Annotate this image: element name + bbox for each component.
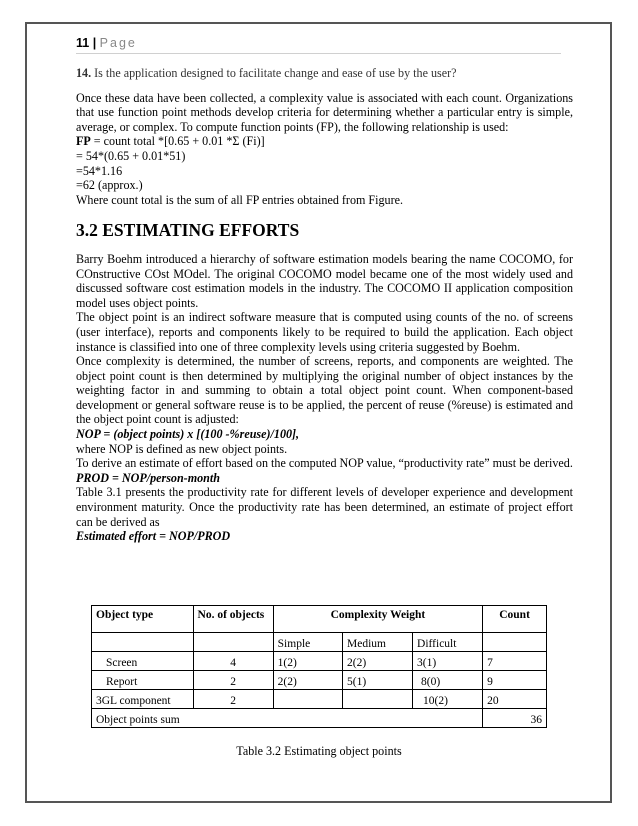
table-row bbox=[92, 652, 547, 671]
row-type: 3GL component bbox=[92, 690, 194, 709]
row-difficult: 10(2) bbox=[413, 690, 483, 709]
prod-formula: PROD = NOP/person-month bbox=[76, 470, 220, 485]
table-sum-row bbox=[92, 709, 547, 728]
row-num: 2 bbox=[193, 690, 273, 709]
page-label: Page bbox=[99, 36, 137, 50]
question-14 bbox=[76, 66, 573, 81]
row-simple bbox=[273, 690, 342, 709]
fp-formula bbox=[76, 134, 573, 149]
paragraph-productivity: To derive an estimate of effort based on the computed NOP value, “productivity rate” must be derived. bbox=[76, 456, 573, 471]
row-difficult: 8(0) bbox=[413, 671, 483, 690]
header-num-objects: No. of objects bbox=[193, 606, 273, 633]
table-row bbox=[92, 690, 547, 709]
paragraph-complexity: Once these data have been collected, a complexity value is associated with each count. Organizations that use function point methods develop criteria for determining whether a particular entry is simple, average, or complex. To compute function points (FP), the following relationship is used: bbox=[76, 90, 573, 134]
table-subheader-row bbox=[92, 633, 547, 652]
section-title: 3.2 ESTIMATING EFFORTS bbox=[76, 220, 300, 241]
paragraph-effort: Table 3.1 presents the productivity rate for different levels of developer experience and development environment maturity. Once the productivity rate has been determined, an estimate of project effort can be derived as bbox=[76, 485, 573, 529]
row-medium: 5(1) bbox=[342, 671, 412, 690]
table-header-row bbox=[92, 606, 547, 633]
calc-line-2: =54*1.16 bbox=[76, 163, 123, 178]
nop-formula: NOP = (object points) x [(100 -%reuse)/100], bbox=[76, 427, 300, 442]
row-type: Report bbox=[92, 671, 194, 690]
document-body bbox=[76, 66, 573, 544]
row-count: 20 bbox=[483, 690, 547, 709]
table-cell-empty bbox=[92, 633, 194, 652]
object-points-table bbox=[91, 605, 547, 728]
table-cell-empty bbox=[483, 633, 547, 652]
row-num: 4 bbox=[193, 652, 273, 671]
header-object-type: Object type bbox=[92, 606, 194, 633]
paragraph-complexity-weighting: Once complexity is determined, the number of screens, reports, and components are weighted. The object point count is then determined by multiplying the original number of object instances by the weighting factor in and summing to obtain a total object point count. When component-based development or general software reuse is to be applied, the percent of reuse (%reuse) is estimated and the object point count is adjusted: bbox=[76, 354, 573, 427]
header-separator: | bbox=[89, 36, 100, 50]
subheader-difficult: Difficult bbox=[413, 633, 483, 652]
sum-value: 36 bbox=[483, 709, 547, 728]
calc-line-3: =62 (approx.) bbox=[76, 178, 143, 193]
row-medium: 2(2) bbox=[342, 652, 412, 671]
question-text: Is the application designed to facilitate change and ease of use by the user? bbox=[91, 66, 457, 80]
count-total-note: Where count total is the sum of all FP entries obtained from Figure. bbox=[76, 192, 404, 207]
sum-label: Object points sum bbox=[92, 709, 483, 728]
question-number: 14. bbox=[76, 66, 92, 80]
effort-formula: Estimated effort = NOP/PROD bbox=[76, 529, 231, 544]
row-difficult: 3(1) bbox=[413, 652, 483, 671]
subheader-simple: Simple bbox=[273, 633, 342, 652]
table-row bbox=[92, 671, 547, 690]
fp-expression: = count total *[0.65 + 0.01 *Σ (Fi)] bbox=[90, 134, 265, 149]
header-complexity-weight: Complexity Weight bbox=[273, 606, 483, 633]
page-header bbox=[76, 36, 561, 54]
row-simple: 2(2) bbox=[273, 671, 342, 690]
header-count: Count bbox=[483, 606, 547, 633]
fp-label: FP bbox=[76, 134, 91, 149]
calc-line-1: = 54*(0.65 + 0.01*51) bbox=[76, 148, 186, 163]
row-type: Screen bbox=[92, 652, 194, 671]
row-medium bbox=[342, 690, 412, 709]
row-count: 9 bbox=[483, 671, 547, 690]
row-count: 7 bbox=[483, 652, 547, 671]
row-simple: 1(2) bbox=[273, 652, 342, 671]
subheader-medium: Medium bbox=[342, 633, 412, 652]
row-num: 2 bbox=[193, 671, 273, 690]
table-cell-empty bbox=[193, 633, 273, 652]
nop-definition: where NOP is defined as new object points. bbox=[76, 441, 288, 456]
paragraph-object-point: The object point is an indirect software measure that is computed using counts of the no. of screens (user interface), reports and components likely to be required to build the application. Each object instance is classified into one of three complexity levels using criteria suggested by Boehm. bbox=[76, 310, 573, 354]
page-number: 11 bbox=[76, 36, 90, 50]
paragraph-cocomo: Barry Boehm introduced a hierarchy of software estimation models bearing the name COCOMO, for COnstructive COst MOdel. The original COCOMO model became one of the most widely used and discussed software cost estimation models in the industry. The COCOMO II application composition model uses object points. bbox=[76, 251, 573, 310]
table-caption: Table 3.2 Estimating object points bbox=[236, 744, 402, 758]
